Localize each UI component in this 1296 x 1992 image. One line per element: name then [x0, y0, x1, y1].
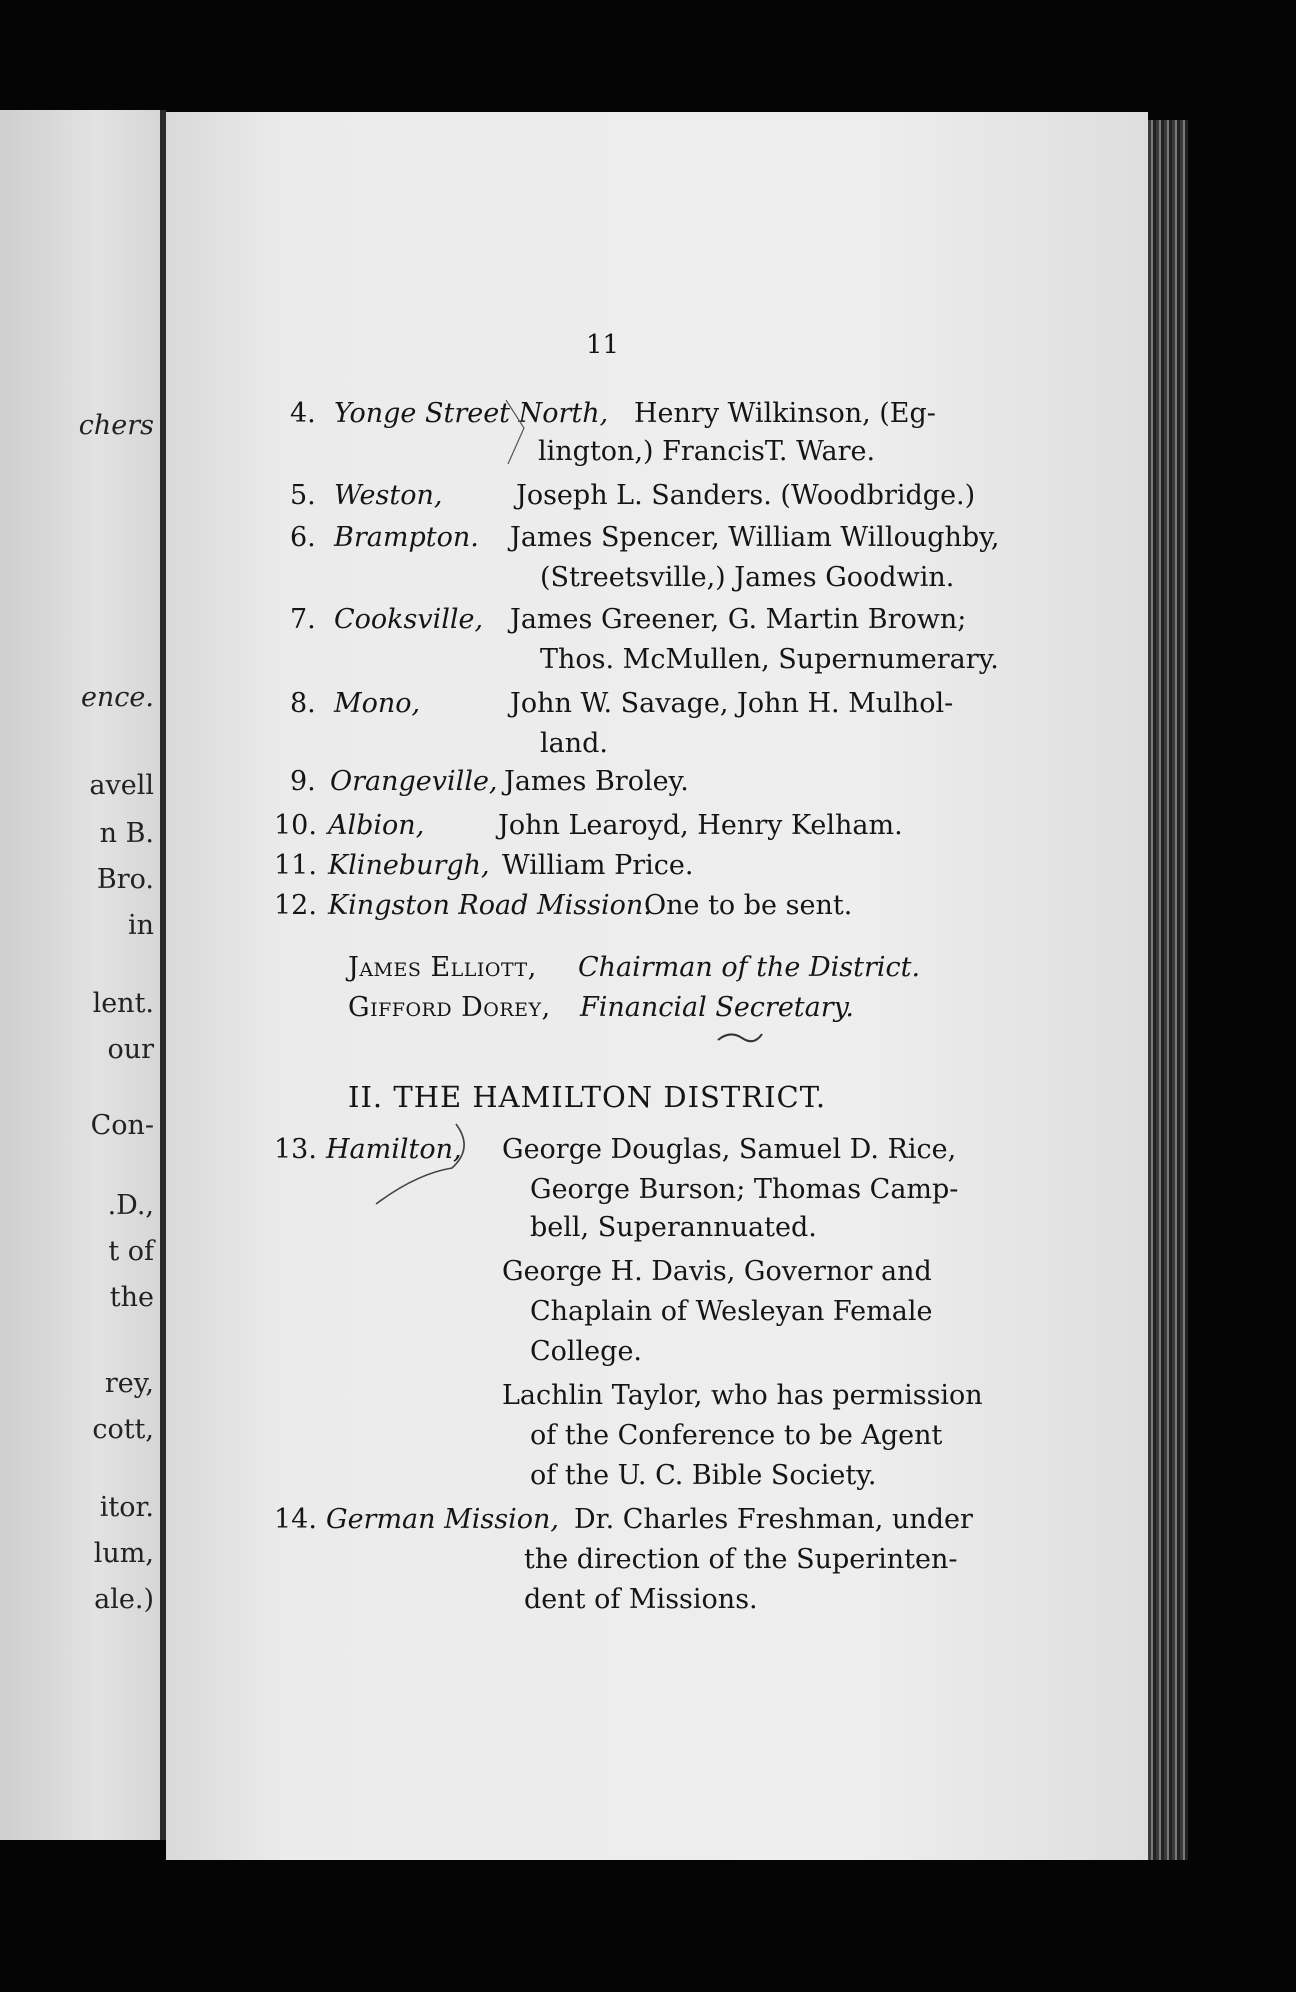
left-fragment: n B. [99, 818, 154, 849]
entry-number: 9. [290, 766, 316, 797]
entry-place: Mono, [334, 688, 421, 719]
entry-text: bell, Superannuated. [530, 1212, 817, 1243]
entry-place: Brampton. [334, 522, 479, 553]
entry-text: Joseph L. Sanders. (Woodbridge.) [516, 480, 976, 511]
pencil-mark-icon [356, 1118, 476, 1208]
signature-name: James Elliott, [348, 952, 537, 983]
pencil-bracket-icon [500, 398, 530, 468]
entry-place: German Mission, [326, 1504, 559, 1535]
entry-number: 14. [274, 1504, 317, 1535]
entry-text: of the U. C. Bible Society. [530, 1460, 877, 1491]
entry-text: George Douglas, Samuel D. Rice, [502, 1134, 957, 1165]
left-fragment: in [127, 910, 154, 941]
entry-text: College. [530, 1336, 643, 1367]
signature-role: Financial Secretary. [580, 992, 854, 1023]
entry-number: 6. [290, 522, 316, 553]
entry-number: 4. [290, 398, 316, 429]
district-heading: II. THE HAMILTON DISTRICT. [348, 1080, 827, 1114]
entry-number: 13. [274, 1134, 317, 1165]
left-fragment: avell [89, 770, 154, 801]
left-page [0, 110, 162, 1840]
left-fragment: Bro. [96, 864, 154, 895]
entry-text: James Greener, G. Martin Brown; [510, 604, 967, 635]
entry-text: Thos. McMullen, Supernumerary. [540, 644, 999, 675]
signature-name: Gifford Dorey, [348, 992, 551, 1023]
entry-place: Orangeville, [330, 766, 498, 797]
left-fragment: our [107, 1034, 154, 1065]
left-fragment: ence. [80, 682, 154, 713]
left-fragment: itor. [99, 1492, 154, 1523]
left-fragment: Con- [90, 1110, 154, 1141]
entry-text: dent of Missions. [524, 1584, 758, 1615]
entry-place: Albion, [328, 810, 425, 841]
left-fragment: lent. [92, 988, 154, 1019]
entry-text: of the Conference to be Agent [530, 1420, 943, 1451]
entry-text: land. [540, 728, 608, 759]
entry-number: 11. [274, 850, 317, 881]
entry-text: Henry Wilkinson, (Eg- [634, 398, 936, 429]
left-fragment: cott, [92, 1414, 154, 1445]
left-fragment: rey, [104, 1368, 154, 1399]
entry-text: Chaplain of Wesleyan Female [530, 1296, 933, 1327]
entry-place: Weston, [334, 480, 443, 511]
entry-number: 7. [290, 604, 316, 635]
left-fragment: lum, [93, 1538, 154, 1569]
signature-role: Chairman of the District. [578, 952, 921, 983]
entry-text: John W. Savage, John H. Mulhol- [510, 688, 954, 719]
entry-text: James Spencer, William Willoughby, [510, 522, 1000, 553]
entry-place: Klineburgh, [328, 850, 490, 881]
entry-text: Dr. Charles Freshman, under [574, 1504, 973, 1535]
left-fragment: chers [78, 410, 154, 441]
entry-place: Cooksville, [334, 604, 484, 635]
entry-text: William Price. [502, 850, 694, 881]
entry-place: Hamilton, [326, 1134, 462, 1165]
entry-number: 12. [274, 890, 317, 921]
entry-text: lington,) FrancisT. Ware. [538, 436, 876, 467]
entry-number: 10. [274, 810, 317, 841]
entry-place: Kingston Road Mission. [328, 890, 652, 921]
left-fragment: .D., [107, 1190, 154, 1221]
left-fragment: t of [108, 1236, 154, 1267]
entry-number: 5. [290, 480, 316, 511]
entry-text: George H. Davis, Governor and [502, 1256, 932, 1287]
entry-place: Yonge Street North, [334, 398, 609, 429]
entry-text: the direction of the Superinten- [524, 1544, 958, 1575]
entry-text: Lachlin Taylor, who has permission [502, 1380, 983, 1411]
entry-text: (Streetsville,) James Goodwin. [540, 562, 955, 593]
page-number: 11 [586, 330, 620, 360]
entry-number: 8. [290, 688, 316, 719]
entry-text: James Broley. [504, 766, 689, 797]
page-edge [1148, 120, 1188, 1860]
entry-text: John Learoyd, Henry Kelham. [498, 810, 903, 841]
entry-text: George Burson; Thomas Camp- [530, 1174, 959, 1205]
entry-text: One to be sent. [644, 890, 853, 921]
ornament-icon [716, 1028, 764, 1046]
left-fragment: the [109, 1282, 154, 1313]
left-fragment: ale.) [94, 1584, 154, 1615]
